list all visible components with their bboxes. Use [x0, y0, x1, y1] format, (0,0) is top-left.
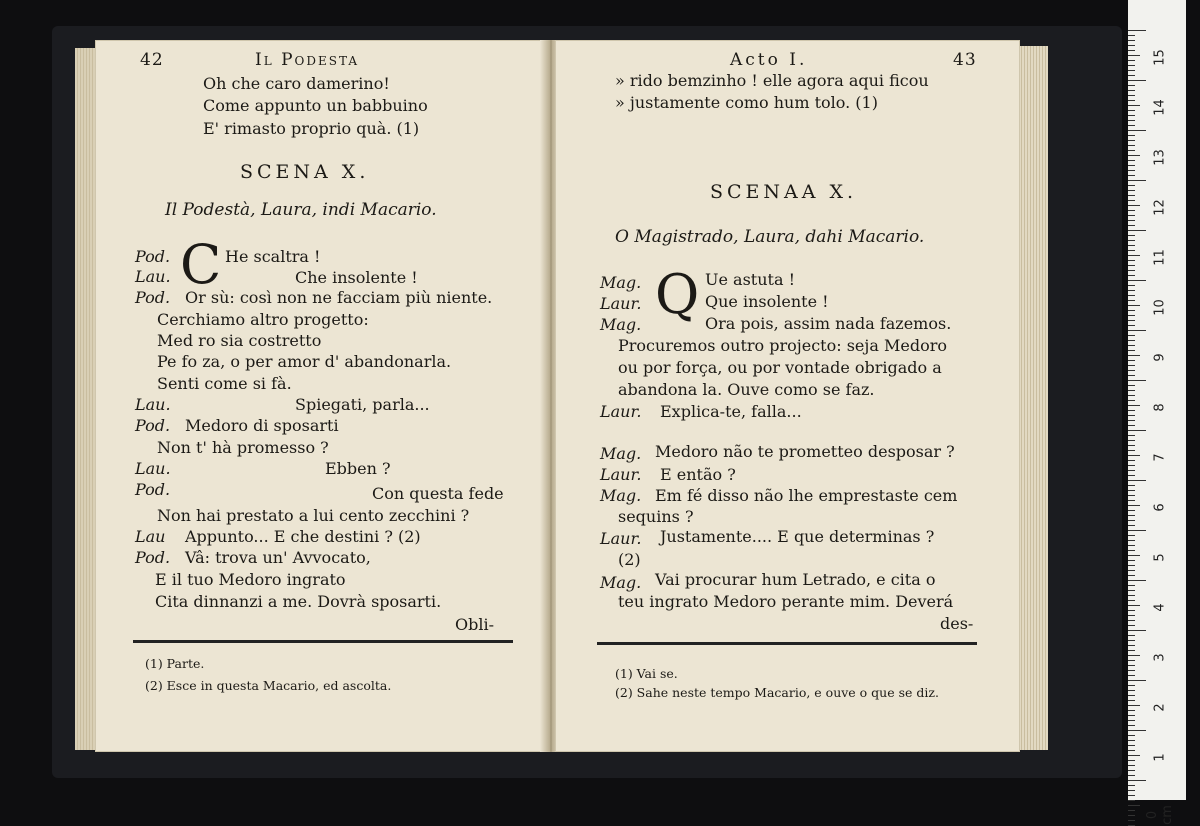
ruler-tick — [1128, 405, 1140, 406]
ruler-tick — [1128, 455, 1140, 456]
ruler-tick — [1128, 310, 1135, 311]
ruler-tick — [1128, 755, 1140, 756]
right-page — [555, 40, 1020, 752]
dialogue-text: ou por força, ou por vontade obrigado a — [618, 358, 942, 377]
catchword: Obli- — [455, 615, 494, 634]
ruler-tick — [1128, 410, 1135, 411]
ruler-number: 7 — [1152, 453, 1168, 462]
dialogue-text: Non hai prestato a lui cento zecchini ? — [157, 506, 470, 525]
ruler-tick — [1128, 45, 1135, 46]
ruler-tick — [1128, 555, 1140, 556]
verse-line: E' rimasto proprio quà. (1) — [203, 119, 420, 138]
ruler-tick — [1128, 355, 1140, 356]
ruler-tick — [1128, 370, 1135, 371]
dialogue-text: Medoro não te prometteo desposar ? — [655, 442, 955, 461]
ruler-tick — [1128, 650, 1135, 651]
footnote-rule — [597, 642, 977, 645]
dialogue-text: Che insolente ! — [295, 268, 418, 287]
scene-cast: O Magistrado, Laura, dahi Macario. — [615, 227, 925, 247]
ruler-tick — [1128, 460, 1135, 461]
ruler-tick — [1128, 430, 1146, 431]
dialogue-text: Explica-te, falla... — [660, 402, 802, 421]
ruler-tick — [1128, 330, 1146, 331]
ruler-tick — [1128, 780, 1146, 781]
ruler-number: 9 — [1152, 353, 1168, 362]
ruler-tick — [1128, 730, 1146, 731]
ruler-tick — [1128, 550, 1135, 551]
ruler-tick — [1128, 90, 1135, 91]
scene-cast: Il Podestà, Laura, indi Macario. — [165, 200, 437, 220]
drop-cap: Q — [655, 263, 700, 326]
ruler-tick — [1128, 680, 1146, 681]
ruler-number: 14 — [1152, 99, 1168, 116]
ruler-tick — [1128, 610, 1135, 611]
speaker: Pod. — [135, 288, 171, 307]
speaker: Mag. — [600, 573, 642, 592]
ruler-tick — [1128, 585, 1135, 586]
scene-title: SCENA X. — [240, 161, 370, 183]
ruler-tick — [1128, 440, 1135, 441]
ruler-tick — [1128, 180, 1146, 181]
ruler-tick — [1128, 270, 1135, 271]
ruler-tick — [1128, 715, 1135, 716]
ruler-tick — [1128, 720, 1135, 721]
ruler-tick — [1128, 525, 1135, 526]
ruler-number: 10 — [1152, 299, 1168, 316]
ruler-tick — [1128, 320, 1135, 321]
verse-line: Come appunto un babbuino — [203, 96, 428, 115]
ruler-tick — [1128, 450, 1135, 451]
ruler-tick — [1128, 710, 1135, 711]
prose-line: » justamente como hum tolo. (1) — [615, 93, 878, 112]
ruler-number: 6 — [1152, 503, 1168, 512]
ruler-tick — [1128, 425, 1135, 426]
left-page-edges — [75, 48, 97, 750]
page-number: 43 — [953, 50, 977, 70]
ruler-tick — [1128, 235, 1135, 236]
verse-line: Oh che caro damerino! — [203, 74, 390, 93]
ruler-tick — [1128, 255, 1140, 256]
ruler-tick — [1128, 695, 1135, 696]
ruler-tick — [1128, 545, 1135, 546]
ruler-tick — [1128, 485, 1135, 486]
dialogue-text: Ebben ? — [325, 459, 391, 478]
ruler-tick — [1128, 750, 1135, 751]
ruler-tick — [1128, 420, 1135, 421]
ruler-tick — [1128, 735, 1135, 736]
ruler-tick — [1128, 190, 1135, 191]
speaker: Lau. — [135, 459, 171, 478]
scene-title: SCENAA X. — [710, 181, 858, 203]
dialogue-text: Spiegati, parla... — [295, 395, 430, 414]
ruler-number: 0 cm — [1145, 805, 1175, 825]
ruler-tick — [1128, 130, 1146, 131]
ruler-tick — [1128, 275, 1135, 276]
ruler-number: 5 — [1152, 553, 1168, 562]
ruler-tick — [1128, 280, 1146, 281]
ruler-tick — [1128, 785, 1135, 786]
ruler-tick — [1128, 85, 1135, 86]
dialogue-text: Cita dinnanzi a me. Dovrà sposarti. — [155, 592, 442, 611]
speaker: Mag. — [600, 486, 642, 505]
ruler-tick — [1128, 140, 1135, 141]
measuring-ruler — [1128, 0, 1186, 825]
ruler-tick — [1128, 595, 1135, 596]
ruler-tick — [1128, 540, 1135, 541]
ruler-tick — [1128, 745, 1135, 746]
ruler-tick — [1128, 115, 1135, 116]
ruler-tick — [1128, 655, 1140, 656]
ruler-tick — [1128, 725, 1135, 726]
page-number: 42 — [140, 50, 164, 70]
ruler-number: 13 — [1152, 149, 1168, 166]
ruler-tick — [1128, 530, 1146, 531]
speaker: Laur. — [600, 294, 642, 313]
ruler-tick — [1128, 110, 1135, 111]
dialogue-text: He scaltra ! — [225, 247, 321, 266]
ruler-tick — [1128, 435, 1135, 436]
ruler-tick — [1128, 170, 1135, 171]
ruler-tick — [1128, 580, 1146, 581]
ruler-tick — [1128, 345, 1135, 346]
ruler-tick — [1128, 200, 1135, 201]
ruler-tick — [1128, 150, 1135, 151]
footnote: (2) Esce in questa Macario, ed ascolta. — [145, 678, 392, 693]
ruler-tick — [1128, 205, 1140, 206]
running-head: Il Podesta — [255, 50, 359, 70]
ruler-tick — [1128, 365, 1135, 366]
ruler-tick — [1128, 185, 1135, 186]
ruler-tick — [1128, 165, 1135, 166]
ruler-tick — [1128, 565, 1135, 566]
ruler-tick — [1128, 645, 1135, 646]
ruler-tick — [1128, 495, 1135, 496]
ruler-tick — [1128, 665, 1135, 666]
ruler-tick — [1128, 325, 1135, 326]
ruler-tick — [1128, 635, 1135, 636]
ruler-tick — [1128, 260, 1135, 261]
speaker: Pod. — [135, 548, 171, 567]
ruler-tick — [1128, 815, 1135, 816]
ruler-tick — [1128, 805, 1140, 806]
ruler-tick — [1128, 740, 1135, 741]
ruler-tick — [1128, 250, 1135, 251]
prose-line: » rido bemzinho ! elle agora aqui ficou — [615, 71, 929, 90]
ruler-tick — [1128, 535, 1135, 536]
dialogue-text: Con questa fede — [372, 484, 504, 503]
ruler-tick — [1128, 230, 1146, 231]
ruler-tick — [1128, 340, 1135, 341]
ruler-tick — [1128, 290, 1135, 291]
dialogue-text: E então ? — [660, 465, 736, 484]
dialogue-text: Or sù: così non ne facciam più niente. — [185, 288, 493, 307]
ruler-tick — [1128, 100, 1135, 101]
ruler-tick — [1128, 65, 1135, 66]
dialogue-text: Em fé disso não lhe emprestaste cem — [655, 486, 958, 505]
ruler-tick — [1128, 765, 1135, 766]
ruler-tick — [1128, 510, 1135, 511]
dialogue-text: Vai procurar hum Letrado, e cita o — [655, 570, 936, 589]
ruler-tick — [1128, 625, 1135, 626]
ruler-tick — [1128, 210, 1135, 211]
dialogue-text: abandona la. Ouve como se faz. — [618, 380, 875, 399]
ruler-tick — [1128, 60, 1135, 61]
ruler-tick — [1128, 770, 1135, 771]
ruler-tick — [1128, 620, 1135, 621]
ruler-tick — [1128, 400, 1135, 401]
dialogue-text: Procuremos outro projecto: seja Medoro — [618, 336, 947, 355]
ruler-tick — [1128, 600, 1135, 601]
ruler-tick — [1128, 75, 1135, 76]
ruler-tick — [1128, 630, 1146, 631]
ruler-tick — [1128, 80, 1146, 81]
ruler-tick — [1128, 135, 1135, 136]
speaker: Lau — [135, 527, 166, 546]
dialogue-text: Medoro di sposarti — [185, 416, 339, 435]
dialogue-text: Ora pois, assim nada fazemos. — [705, 314, 952, 333]
ruler-number: 12 — [1152, 199, 1168, 216]
ruler-tick — [1128, 415, 1135, 416]
ruler-number: 8 — [1152, 403, 1168, 412]
ruler-tick — [1128, 295, 1135, 296]
dialogue-text: Justamente.... E que determinas ? — [660, 527, 935, 546]
ruler-tick — [1128, 380, 1146, 381]
ruler-tick — [1128, 300, 1135, 301]
dialogue-text: sequins ? — [618, 507, 694, 526]
ruler-tick — [1128, 50, 1135, 51]
footnote: (2) Sahe neste tempo Macario, e ouve o que se diz. — [615, 685, 939, 700]
speaker: Lau. — [135, 395, 171, 414]
dialogue-text: E il tuo Medoro ingrato — [155, 570, 346, 589]
ruler-tick — [1128, 820, 1135, 821]
speaker: Mag. — [600, 315, 642, 334]
ruler-tick — [1128, 40, 1135, 41]
ruler-tick — [1128, 240, 1135, 241]
ruler-tick — [1128, 55, 1140, 56]
ruler-tick — [1128, 590, 1135, 591]
ruler-tick — [1128, 675, 1135, 676]
ruler-tick — [1128, 570, 1135, 571]
ruler-tick — [1128, 395, 1135, 396]
dialogue-text: Vâ: trova un' Avvocato, — [185, 548, 371, 567]
ruler-tick — [1128, 465, 1135, 466]
ruler-tick — [1128, 390, 1135, 391]
ruler-tick — [1128, 335, 1135, 336]
ruler-number: 4 — [1152, 603, 1168, 612]
ruler-tick — [1128, 245, 1135, 246]
ruler-tick — [1128, 125, 1135, 126]
ruler-tick — [1128, 375, 1135, 376]
speaker: Laur. — [600, 465, 642, 484]
ruler-tick — [1128, 605, 1140, 606]
speaker: Mag. — [600, 273, 642, 292]
ruler-tick — [1128, 350, 1135, 351]
ruler-tick — [1128, 145, 1135, 146]
ruler-tick — [1128, 385, 1135, 386]
dialogue-text: Non t' hà promesso ? — [157, 438, 329, 457]
ruler-tick — [1128, 490, 1135, 491]
ruler-tick — [1128, 120, 1135, 121]
ruler-number: 3 — [1152, 653, 1168, 662]
ruler-tick — [1128, 810, 1135, 811]
ruler-tick — [1128, 360, 1135, 361]
ruler-tick — [1128, 30, 1146, 31]
ruler-number: 15 — [1152, 49, 1168, 66]
ruler-tick — [1128, 285, 1135, 286]
running-head: Acto I. — [730, 50, 808, 70]
dialogue-text: teu ingrato Medoro perante mim. Deverá — [618, 592, 954, 611]
footnote: (1) Parte. — [145, 656, 205, 671]
speaker: Laur. — [600, 402, 642, 421]
ruler-number: 11 — [1152, 249, 1168, 266]
ruler-tick — [1128, 220, 1135, 221]
right-page-edges — [1018, 46, 1048, 750]
ruler-tick — [1128, 700, 1135, 701]
ruler-tick — [1128, 35, 1135, 36]
ruler-tick — [1128, 670, 1135, 671]
ruler-tick — [1128, 660, 1135, 661]
speaker: Pod. — [135, 247, 171, 266]
speaker: Laur. — [600, 529, 642, 548]
speaker: Mag. — [600, 444, 642, 463]
ruler-tick — [1128, 790, 1135, 791]
ruler-tick — [1128, 505, 1140, 506]
ruler-tick — [1128, 195, 1135, 196]
ruler-tick — [1128, 795, 1135, 796]
ruler-tick — [1128, 775, 1135, 776]
ruler-tick — [1128, 500, 1135, 501]
ruler-tick — [1128, 160, 1135, 161]
ruler-tick — [1128, 480, 1146, 481]
ruler-tick — [1128, 70, 1135, 71]
footnote-rule — [133, 640, 513, 643]
ruler-tick — [1128, 760, 1135, 761]
speaker: Lau. — [135, 267, 171, 286]
ruler-tick — [1128, 575, 1135, 576]
ruler-tick — [1128, 640, 1135, 641]
ruler-tick — [1128, 155, 1140, 156]
ruler-tick — [1128, 215, 1135, 216]
speaker: Pod. — [135, 480, 171, 499]
dialogue-text: Que insolente ! — [705, 292, 829, 311]
ruler-tick — [1128, 685, 1135, 686]
ruler-tick — [1128, 800, 1135, 801]
left-page — [95, 40, 545, 752]
ruler-tick — [1128, 560, 1135, 561]
ruler-tick — [1128, 515, 1135, 516]
catchword: des- — [940, 614, 974, 633]
ruler-tick — [1128, 520, 1135, 521]
ruler-tick — [1128, 615, 1135, 616]
ruler-tick — [1128, 105, 1140, 106]
ruler-tick — [1128, 690, 1135, 691]
dialogue-text: Appunto... E che destini ? (2) — [185, 527, 421, 546]
ruler-number: 1 — [1152, 753, 1168, 762]
ruler-tick — [1128, 305, 1140, 306]
speaker: Pod. — [135, 416, 171, 435]
ruler-tick — [1128, 705, 1140, 706]
ruler-number: 2 — [1152, 703, 1168, 712]
ruler-tick — [1128, 225, 1135, 226]
ruler-tick — [1128, 475, 1135, 476]
ruler-tick — [1128, 95, 1135, 96]
footnote: (1) Vai se. — [615, 666, 678, 681]
ruler-tick — [1128, 315, 1135, 316]
ruler-tick — [1128, 470, 1135, 471]
ruler-tick — [1128, 175, 1135, 176]
dialogue-text: Pe fo za, o per amor d' abandonarla. — [157, 352, 452, 371]
dialogue-text: Ue astuta ! — [705, 270, 796, 289]
drop-cap: C — [180, 233, 222, 296]
dialogue-text: Cerchiamo altro progetto: — [157, 310, 369, 329]
dialogue-text: Senti come si fà. — [157, 374, 292, 393]
dialogue-text: Med ro sia costretto — [157, 331, 322, 350]
ruler-tick — [1128, 445, 1135, 446]
dialogue-text: (2) — [618, 550, 641, 569]
ruler-tick — [1128, 265, 1135, 266]
